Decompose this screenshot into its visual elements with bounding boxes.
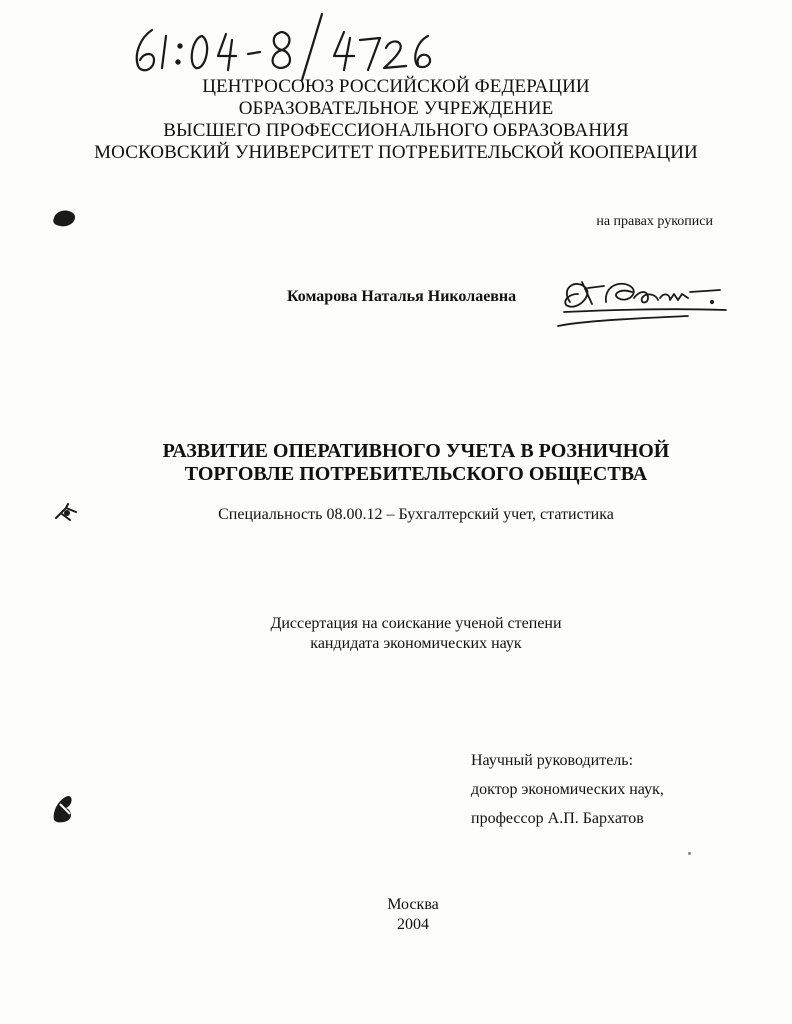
supervisor-line-2: доктор экономических наук, — [471, 781, 664, 798]
supervisor-line-3: профессор А.П. Бархатов — [471, 810, 644, 827]
org-line-4: МОСКОВСКИЙ УНИВЕРСИТЕТ ПОТРЕБИТЕЛЬСКОЙ КООПЕРАЦИИ — [94, 142, 698, 163]
org-line-1: ЦЕНТРОСОЮЗ РОССИЙСКОЙ ФЕДЕРАЦИИ — [202, 76, 590, 97]
specialty-line: Специальность 08.00.12 – Бухгалтерский учет, статистика — [218, 506, 614, 523]
manuscript-rights-note: на правах рукописи — [596, 214, 713, 229]
year: 2004 — [397, 916, 429, 933]
place-and-year — [0, 895, 792, 935]
title-line-1: РАЗВИТИЕ ОПЕРАТИВНОГО УЧЕТА В РОЗНИЧНОЙ — [162, 440, 670, 462]
author-signature — [548, 268, 733, 340]
scientific-supervisor — [471, 746, 664, 833]
degree-line-1: Диссертация на соискание ученой степени — [270, 615, 562, 632]
org-line-2: ОБРАЗОВАТЕЛЬНОЕ УЧРЕЖДЕНИЕ — [238, 98, 554, 119]
title-line-2: ТОРГОВЛЕ ПОТРЕБИТЕЛЬСКОГО ОБЩЕСТВА — [184, 463, 648, 485]
degree-statement — [0, 614, 792, 654]
dissertation-title — [0, 440, 792, 486]
organization-header — [0, 76, 792, 164]
org-line-3: ВЫСШЕГО ПРОФЕССИОНАЛЬНОГО ОБРАЗОВАНИЯ — [163, 120, 629, 141]
city: Москва — [387, 896, 439, 913]
supervisor-line-1: Научный руководитель: — [471, 752, 634, 769]
degree-line-2: кандидата экономических наук — [310, 635, 522, 652]
author-name: Комарова Наталья Николаевна — [287, 288, 517, 305]
archive-number-text: 61:04-8/4726 — [122, 8, 128, 9]
margin-stamp-mark — [46, 790, 80, 826]
speck-mark — [688, 852, 691, 855]
ink-blot-mark — [50, 206, 78, 230]
